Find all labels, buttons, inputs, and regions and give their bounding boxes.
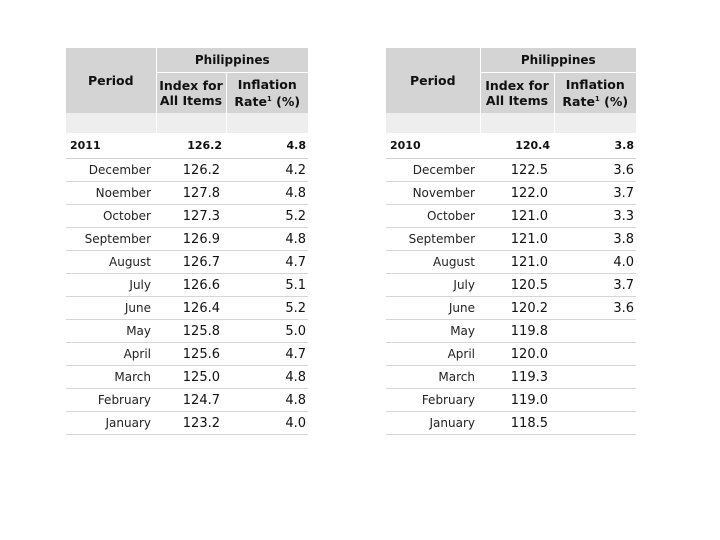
month-label: October xyxy=(66,205,156,228)
inflation-value: 4.2 xyxy=(226,159,308,182)
inflation-value xyxy=(554,366,636,389)
index-value: 121.0 xyxy=(480,205,554,228)
index-value: 120.0 xyxy=(480,343,554,366)
index-value: 127.3 xyxy=(156,205,226,228)
inflation-value: 5.1 xyxy=(226,274,308,297)
month-label: July xyxy=(66,274,156,297)
table-row xyxy=(386,251,636,274)
table-row xyxy=(386,389,636,412)
month-label: September xyxy=(66,228,156,251)
year-index: 126.2 xyxy=(156,133,226,159)
month-label: August xyxy=(386,251,480,274)
index-value: 125.6 xyxy=(156,343,226,366)
year-label: 2011 xyxy=(66,133,156,159)
table-row xyxy=(66,320,308,343)
inflation-value: 5.2 xyxy=(226,205,308,228)
table-row xyxy=(386,343,636,366)
table-row xyxy=(386,159,636,182)
country-header: Philippines xyxy=(480,48,636,73)
table-row xyxy=(386,297,636,320)
table-row xyxy=(66,343,308,366)
inflation-value: 5.0 xyxy=(226,320,308,343)
month-label: February xyxy=(386,389,480,412)
index-value: 120.5 xyxy=(480,274,554,297)
cpi-table-2011 xyxy=(66,48,308,435)
table-row xyxy=(66,389,308,412)
month-label: December xyxy=(66,159,156,182)
table-row xyxy=(386,182,636,205)
index-value: 121.0 xyxy=(480,228,554,251)
month-label: February xyxy=(66,389,156,412)
inflation-value: 4.8 xyxy=(226,389,308,412)
index-value: 125.0 xyxy=(156,366,226,389)
table-row xyxy=(66,205,308,228)
index-value: 126.4 xyxy=(156,297,226,320)
year-label: 2010 xyxy=(386,133,480,159)
month-label: August xyxy=(66,251,156,274)
month-label: June xyxy=(66,297,156,320)
index-value: 126.6 xyxy=(156,274,226,297)
inflation-value: 3.8 xyxy=(554,228,636,251)
index-value: 126.9 xyxy=(156,228,226,251)
month-label: April xyxy=(386,343,480,366)
inflation-header: Inflation Rate$^1$ (%) xyxy=(554,73,636,114)
year-index: 120.4 xyxy=(480,133,554,159)
table-row xyxy=(66,297,308,320)
table-row xyxy=(66,366,308,389)
cpi-table-2010 xyxy=(386,48,636,435)
table-row xyxy=(66,228,308,251)
month-label: May xyxy=(386,320,480,343)
header-spacer-row xyxy=(66,113,308,133)
month-label: April xyxy=(66,343,156,366)
index-value: 125.8 xyxy=(156,320,226,343)
index-value: 126.2 xyxy=(156,159,226,182)
period-header: Period xyxy=(386,48,480,113)
index-value: 123.2 xyxy=(156,412,226,435)
index-value: 124.7 xyxy=(156,389,226,412)
year-row xyxy=(66,133,308,159)
inflation-value: 4.7 xyxy=(226,343,308,366)
year-row xyxy=(386,133,636,159)
table-row xyxy=(386,320,636,343)
table-row xyxy=(66,274,308,297)
month-label: January xyxy=(386,412,480,435)
index-value: 126.7 xyxy=(156,251,226,274)
inflation-value xyxy=(554,412,636,435)
month-label: May xyxy=(66,320,156,343)
table-row xyxy=(386,366,636,389)
inflation-value: 4.7 xyxy=(226,251,308,274)
month-label: September xyxy=(386,228,480,251)
index-value: 120.2 xyxy=(480,297,554,320)
month-label: June xyxy=(386,297,480,320)
month-label: December xyxy=(386,159,480,182)
month-label: March xyxy=(386,366,480,389)
year-inflation: 4.8 xyxy=(226,133,308,159)
country-header: Philippines xyxy=(156,48,308,73)
month-label: March xyxy=(66,366,156,389)
inflation-value: 3.3 xyxy=(554,205,636,228)
table-row xyxy=(66,182,308,205)
index-value: 122.5 xyxy=(480,159,554,182)
inflation-value: 3.6 xyxy=(554,159,636,182)
index-value: 119.0 xyxy=(480,389,554,412)
month-label: Noember xyxy=(66,182,156,205)
inflation-header: Inflation Rate$^1$ (%) xyxy=(226,73,308,114)
index-value: 122.0 xyxy=(480,182,554,205)
inflation-value: 4.8 xyxy=(226,366,308,389)
inflation-value xyxy=(554,389,636,412)
inflation-value: 3.7 xyxy=(554,274,636,297)
inflation-value: 4.8 xyxy=(226,182,308,205)
index-header: Index for All Items xyxy=(480,73,554,114)
header-spacer-row xyxy=(386,113,636,133)
inflation-value: 4.0 xyxy=(554,251,636,274)
inflation-value: 4.8 xyxy=(226,228,308,251)
inflation-value xyxy=(554,343,636,366)
table-row xyxy=(66,251,308,274)
index-value: 121.0 xyxy=(480,251,554,274)
period-header: Period xyxy=(66,48,156,113)
table-row xyxy=(66,412,308,435)
index-value: 119.8 xyxy=(480,320,554,343)
index-value: 127.8 xyxy=(156,182,226,205)
inflation-value xyxy=(554,320,636,343)
table-row xyxy=(386,205,636,228)
year-inflation: 3.8 xyxy=(554,133,636,159)
month-label: October xyxy=(386,205,480,228)
inflation-value: 3.7 xyxy=(554,182,636,205)
inflation-value: 3.6 xyxy=(554,297,636,320)
table-row xyxy=(66,159,308,182)
month-label: January xyxy=(66,412,156,435)
table-row xyxy=(386,412,636,435)
table-row xyxy=(386,274,636,297)
month-label: July xyxy=(386,274,480,297)
index-value: 118.5 xyxy=(480,412,554,435)
table-row xyxy=(386,228,636,251)
month-label: November xyxy=(386,182,480,205)
inflation-value: 4.0 xyxy=(226,412,308,435)
index-header: Index for All Items xyxy=(156,73,226,114)
index-value: 119.3 xyxy=(480,366,554,389)
inflation-value: 5.2 xyxy=(226,297,308,320)
